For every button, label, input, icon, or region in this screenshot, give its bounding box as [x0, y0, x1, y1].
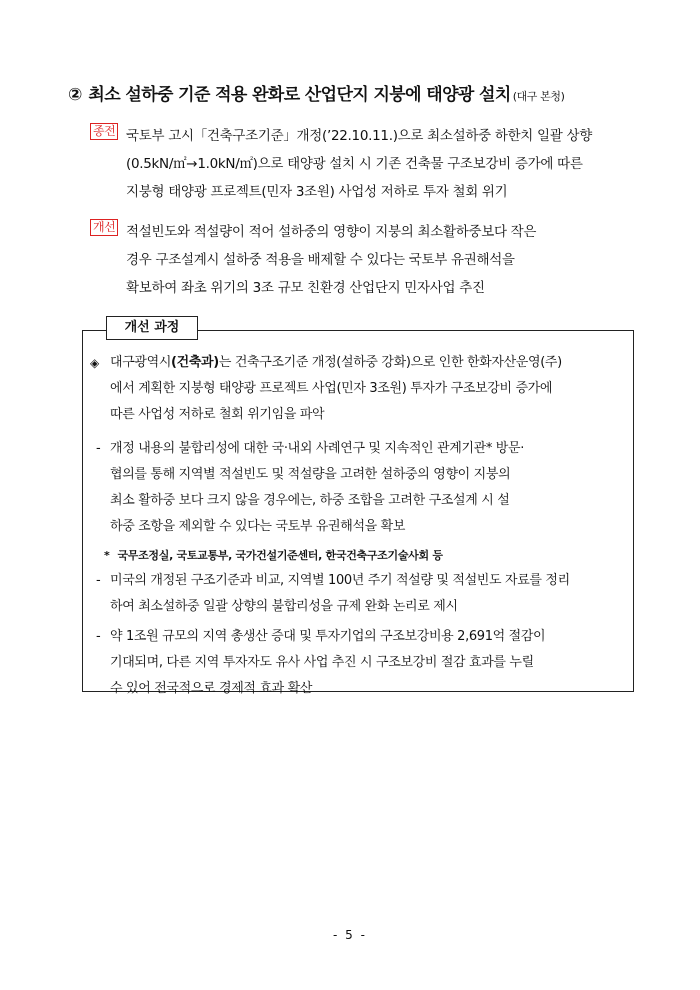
- summary-line: 에서 계획한 지붕형 태양광 프로젝트 사업(민자 3조원) 투자가 구조보강비 증가에: [110, 381, 553, 396]
- item-line: 개정 내용의 불합리성에 대한 국·내외 사례연구 및 지속적인 관계기관* 방문·: [110, 441, 524, 456]
- summary-suffix: 는 건축구조기준 개정(설하중 강화)으로 인한 한화자산운영(주): [218, 355, 562, 370]
- before-tag: 종전: [90, 123, 118, 140]
- after-block: [90, 218, 635, 302]
- page-number: - 5 -: [333, 928, 367, 942]
- process-label: 개선 과정: [106, 316, 198, 340]
- before-block: [90, 122, 635, 206]
- item-line: 협의를 통해 지역별 적설빈도 및 적설량을 고려한 설하중의 영향이 지붕의: [110, 467, 511, 482]
- item-line: 하여 최소설하중 일괄 상향의 불합리성을 규제 완화 논리로 제시: [110, 599, 458, 614]
- dash-bullet: -: [96, 441, 101, 456]
- process-content: [88, 350, 628, 702]
- footnote-text: 국무조정실, 국토교통부, 국가건설기준센터, 한국건축구조기술사회 등: [117, 549, 443, 562]
- process-item: [88, 436, 628, 540]
- after-line: 적설빈도와 적설량이 적어 설하중의 영향이 지붕의 최소활하중보다 작은: [126, 224, 537, 240]
- process-item: [88, 568, 628, 620]
- after-text: [126, 218, 635, 302]
- diamond-bullet-icon: ◈: [90, 356, 99, 370]
- item-line: 최소 활하중 보다 크지 않을 경우에는, 하중 조합을 고려한 구조설계 시 설: [110, 493, 510, 508]
- item-line: 미국의 개정된 구조기준과 비교, 지역별 100년 주기 적설량 및 적설빈도 자료를 정리: [110, 573, 570, 588]
- after-line: 경우 구조설계시 설하중 적용을 배제할 수 있다는 국토부 유권해석을: [126, 252, 515, 268]
- after-line: 확보하여 좌초 위기의 3조 규모 친환경 산업단지 민자사업 추진: [126, 280, 485, 296]
- process-summary: [88, 350, 628, 428]
- section-note: (대구 본청): [512, 90, 565, 103]
- before-text: [126, 122, 635, 206]
- item-line: 약 1조원 규모의 지역 총생산 증대 및 투자기업의 구조보강비용 2,691억 절감이: [110, 629, 546, 644]
- item-line: 하중 조항을 제외할 수 있다는 국토부 유권해석을 확보: [110, 519, 406, 534]
- footnote-mark: *: [104, 549, 110, 562]
- before-line: 국토부 고시「건축구조기준」개정(’22.10.11.)으로 최소설하중 하한치 일괄 상향: [126, 128, 592, 144]
- process-item: [88, 624, 628, 702]
- summary-line: 따른 사업성 저하로 철회 위기임을 파악: [110, 407, 325, 422]
- summary-line: [110, 350, 628, 376]
- summary-prefix: 대구광역시: [110, 355, 172, 370]
- section-number: ②: [68, 85, 83, 105]
- footnote: [88, 546, 628, 566]
- item-line: 기대되며, 다른 지역 투자자도 유사 사업 추진 시 구조보강비 절감 효과를 누릴: [110, 655, 534, 670]
- item-line: 수 있어 전국적으로 경제적 효과 확산: [110, 681, 313, 696]
- section-heading: [68, 80, 668, 105]
- before-line: 지붕형 태양광 프로젝트(민자 3조원) 사업성 저하로 투자 철회 위기: [126, 184, 508, 200]
- after-tag: 개선: [90, 219, 118, 236]
- summary-dept: (건축과): [171, 355, 219, 370]
- dash-bullet: -: [96, 573, 101, 588]
- dash-bullet: -: [96, 629, 101, 644]
- before-line: (0.5kN/㎡→1.0kN/㎡)으로 태양광 설치 시 기존 건축물 구조보강비 증가에 따른: [126, 156, 583, 172]
- section-title: 최소 설하중 기준 적용 완화로 산업단지 지붕에 태양광 설치: [88, 85, 511, 105]
